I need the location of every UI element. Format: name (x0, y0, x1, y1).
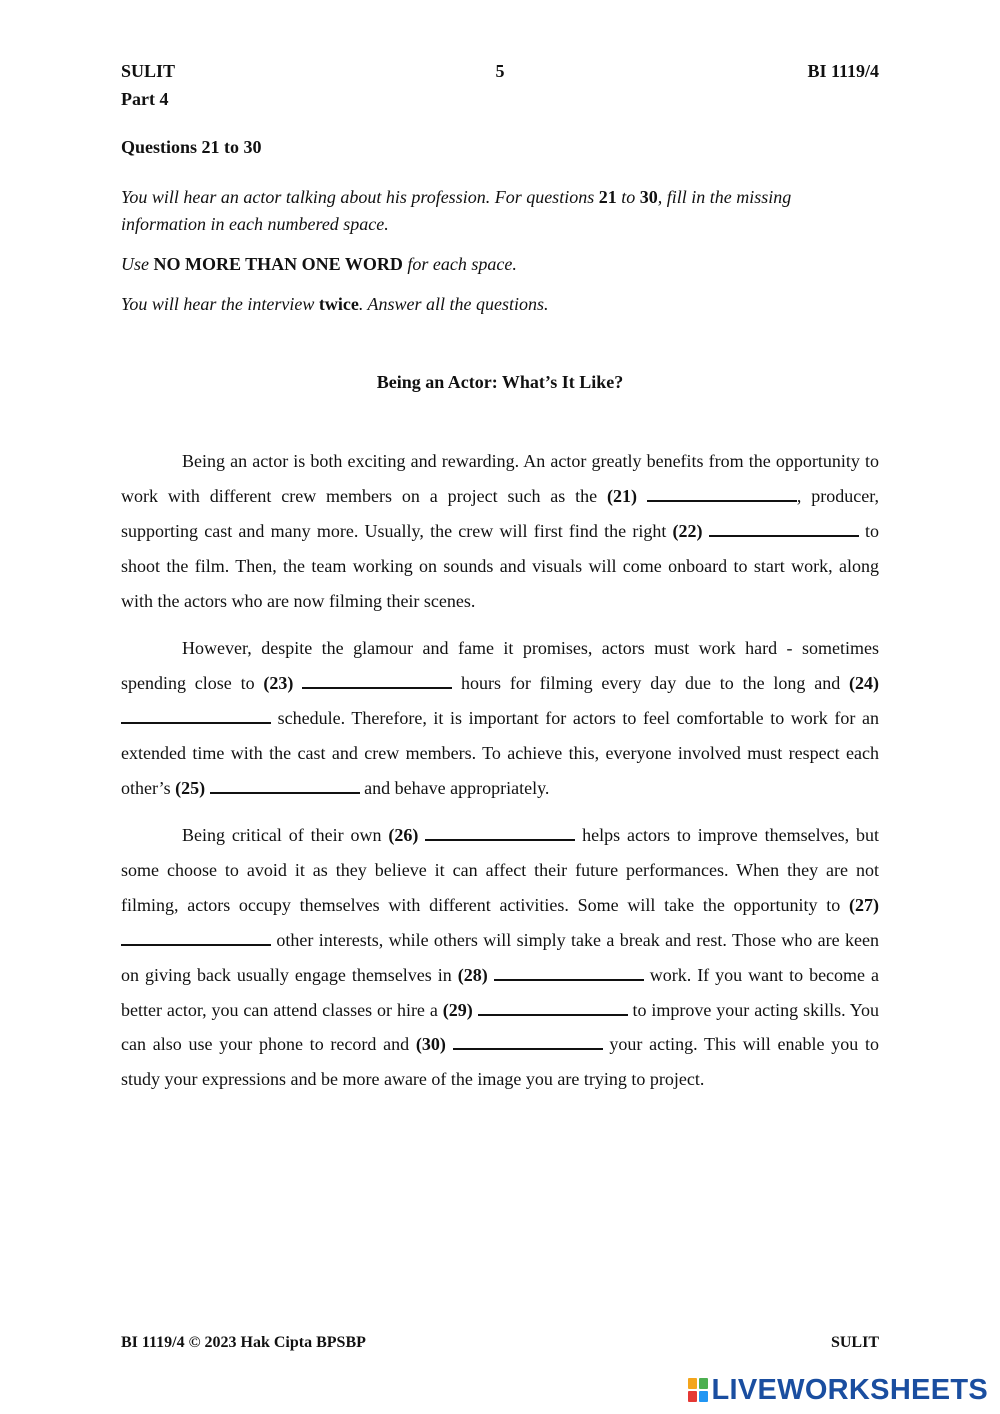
question-number-25: (25) (175, 777, 206, 798)
passage-paragraph-1: Being an actor is both exciting and rewarding. An actor greatly benefits from the opportunity to work with different crew members on a project such as the (21) , producer, supporting cast and many more. Usually, the crew will first find the right (22) to shoot the film. Then, the team working on sounds and visuals will come onboard to start work, along with the actors who are now filming their scenes. (121, 451, 880, 611)
question-number-24: (24) (849, 672, 880, 693)
answer-blank-22[interactable] (709, 534, 859, 537)
question-number-28: (28) (457, 964, 488, 985)
footer-classification: SULIT (830, 1334, 879, 1351)
answer-blank-30[interactable] (453, 1047, 603, 1050)
passage-title: Being an Actor: What’s It Like? (376, 372, 624, 392)
passage-paragraph-2: However, despite the glamour and fame it promises, actors must work hard - sometimes spending close to (23) hours for filming every day due to the long and (24) schedule. Therefore, it is important for actors to feel comfortable to work for an extended time with the cast and crew members. To achieve this, everyone involved must respect each other’s (25) and behave appropriately. (121, 638, 880, 798)
question-number-22: (22) (672, 520, 703, 541)
answer-blank-29[interactable] (478, 1013, 628, 1016)
passage-paragraph-3: Being critical of their own (26) helps actors to improve themselves, but some choose to avoid it as they believe it can affect their future performances. When they are not filming, actors occupy themselves with different activities. Some will take the opportunity to (27) other interests, while others will simply take a break and rest. Those who are keen on giving back usually engage themselves in (28) work. If you want to become a better actor, you can attend classes or hire a (29) to improve your acting skills. You can also use your phone to record and (30) your acting. This will enable you to study your expressions and be more aware of the image you are trying to project. (121, 825, 880, 1090)
question-number-21: (21) (607, 485, 638, 506)
questions-label: Questions 21 to 30 (121, 137, 262, 157)
question-number-30: (30) (415, 1034, 446, 1055)
page-header (121, 61, 879, 85)
question-number-29: (29) (442, 999, 473, 1020)
answer-blank-28[interactable] (494, 978, 644, 981)
answer-blank-26[interactable] (425, 838, 575, 841)
answer-blank-25[interactable] (210, 791, 360, 794)
instruction-line-3: You will hear the interview twice. Answer all the questions. (121, 294, 549, 314)
answer-blank-21[interactable] (647, 499, 797, 502)
page-number: 5 (495, 61, 505, 81)
part-label: Part 4 (121, 89, 169, 109)
header-classification: SULIT (121, 61, 176, 81)
liveworksheets-wordmark: LIVEWORKSHEETS (711, 1373, 988, 1406)
question-number-26: (26) (388, 825, 419, 845)
answer-blank-24[interactable] (121, 721, 271, 724)
question-number-27: (27) (849, 894, 879, 915)
instruction-line-1: You will hear an actor talking about his profession. For questions 21 to 30, fill in the missing information in each numbered space. (121, 187, 792, 234)
answer-blank-27[interactable] (121, 943, 271, 946)
paper-code: BI 1119/4 (807, 61, 879, 81)
footer-copyright: BI 1119/4 © 2023 Hak Cipta BPSBP (121, 1334, 366, 1351)
liveworksheets-logo-icon (687, 1377, 709, 1403)
instruction-line-2: Use NO MORE THAN ONE WORD for each space. (121, 254, 517, 274)
question-number-23: (23) (263, 672, 294, 693)
answer-blank-23[interactable] (302, 686, 452, 689)
liveworksheets-watermark[interactable] (687, 1373, 989, 1407)
